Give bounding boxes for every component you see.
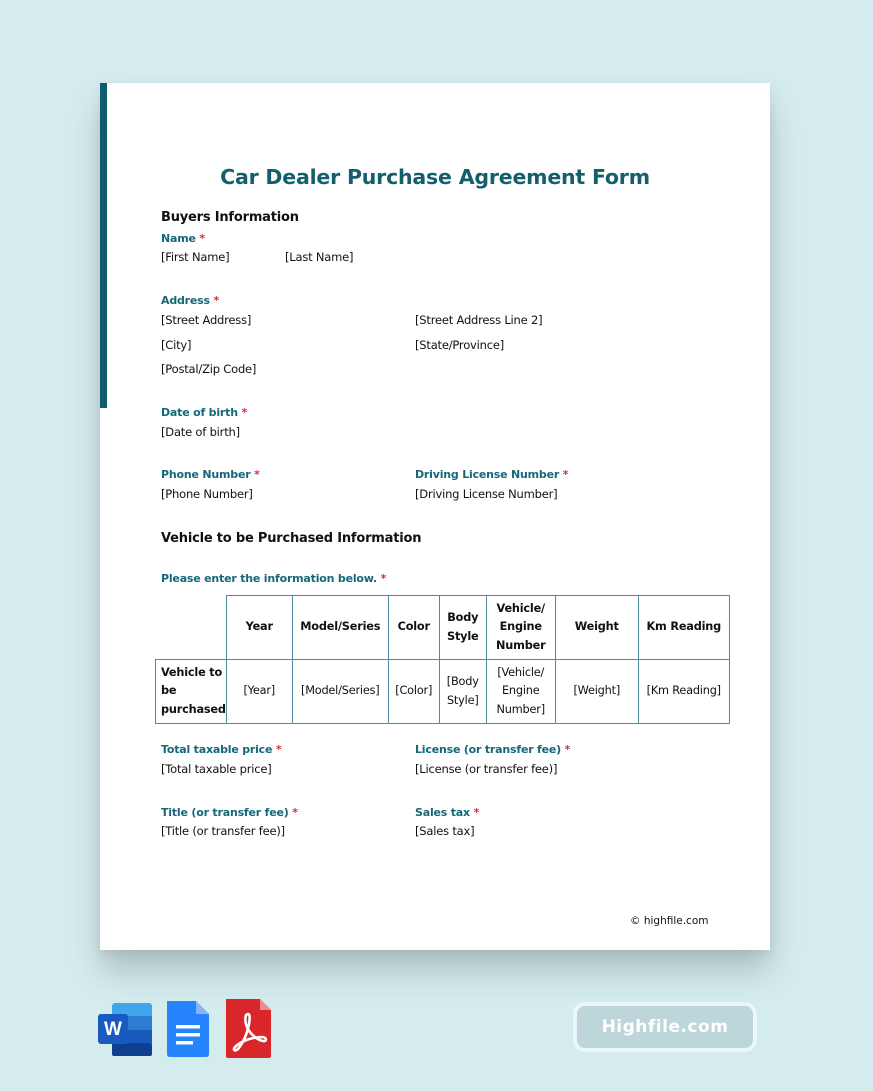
table-header-cell: Vehicle/ Engine Number [486,596,555,660]
title-fee-field[interactable]: [Title (or transfer fee)] [161,824,285,838]
license-fee-label: License (or transfer fee) * [415,743,571,756]
table-cell-year[interactable]: [Year] [226,660,292,724]
buyers-section-heading: Buyers Information [161,210,299,225]
copyright-text: © highfile.com [630,915,709,927]
sales-tax-label: Sales tax * [415,806,480,819]
taxable-price-field[interactable]: [Total taxable price] [161,762,272,776]
state-field[interactable]: [State/Province] [415,338,505,352]
word-icon[interactable] [98,1003,152,1056]
license-fee-field[interactable]: [License (or transfer fee)] [415,762,558,776]
table-cell-km-reading[interactable]: [Km Reading] [638,660,729,724]
table-header-cell: Km Reading [638,596,729,660]
street-address-line2-field[interactable]: [Street Address Line 2] [415,313,543,327]
table-cell-color[interactable]: [Color] [388,660,439,724]
taxable-price-label: Total taxable price * [161,743,282,756]
table-header-cell: Weight [555,596,638,660]
phone-label: Phone Number * [161,468,260,481]
svg-text:W: W [104,1019,122,1040]
dob-label: Date of birth * [161,406,248,419]
name-label: Name * [161,232,205,245]
table-cell-weight[interactable]: [Weight] [555,660,638,724]
sales-tax-field[interactable]: [Sales tax] [415,824,475,838]
address-label: Address * [161,294,220,307]
table-cell-engine-number[interactable]: [Vehicle/ Engine Number] [486,660,555,724]
last-name-field[interactable]: [Last Name] [285,250,354,264]
vehicle-prompt: Please enter the information below. * [161,572,387,585]
table-header-row [156,596,730,660]
table-header-cell: Color [388,596,439,660]
dob-field[interactable]: [Date of birth] [161,425,240,439]
page-title: Car Dealer Purchase Agreement Form [220,165,650,189]
table-header-cell: Model/Series [292,596,388,660]
vehicle-section-heading: Vehicle to be Purchased Information [161,531,422,546]
table-corner [156,596,227,660]
postal-code-field[interactable]: [Postal/Zip Code] [161,362,257,376]
table-row [156,660,730,724]
table-row-label: Vehicle to be purchased [156,660,227,724]
vehicle-table [155,595,730,724]
city-field[interactable]: [City] [161,338,192,352]
license-field[interactable]: [Driving License Number] [415,487,558,501]
document-page [100,83,770,950]
first-name-field[interactable]: [First Name] [161,250,230,264]
table-cell-model[interactable]: [Model/Series] [292,660,388,724]
phone-field[interactable]: [Phone Number] [161,487,253,501]
table-cell-body-style[interactable]: [Body Style] [439,660,486,724]
table-header-cell: Year [226,596,292,660]
pdf-icon[interactable] [226,999,271,1058]
highfile-brand-button[interactable]: Highfile.com [577,1006,753,1048]
google-docs-icon[interactable] [167,1001,209,1057]
table-header-cell: Body Style [439,596,486,660]
license-label: Driving License Number * [415,468,569,481]
street-address-field[interactable]: [Street Address] [161,313,252,327]
format-icons [98,997,273,1059]
title-fee-label: Title (or transfer fee) * [161,806,298,819]
accent-bar [100,83,107,408]
